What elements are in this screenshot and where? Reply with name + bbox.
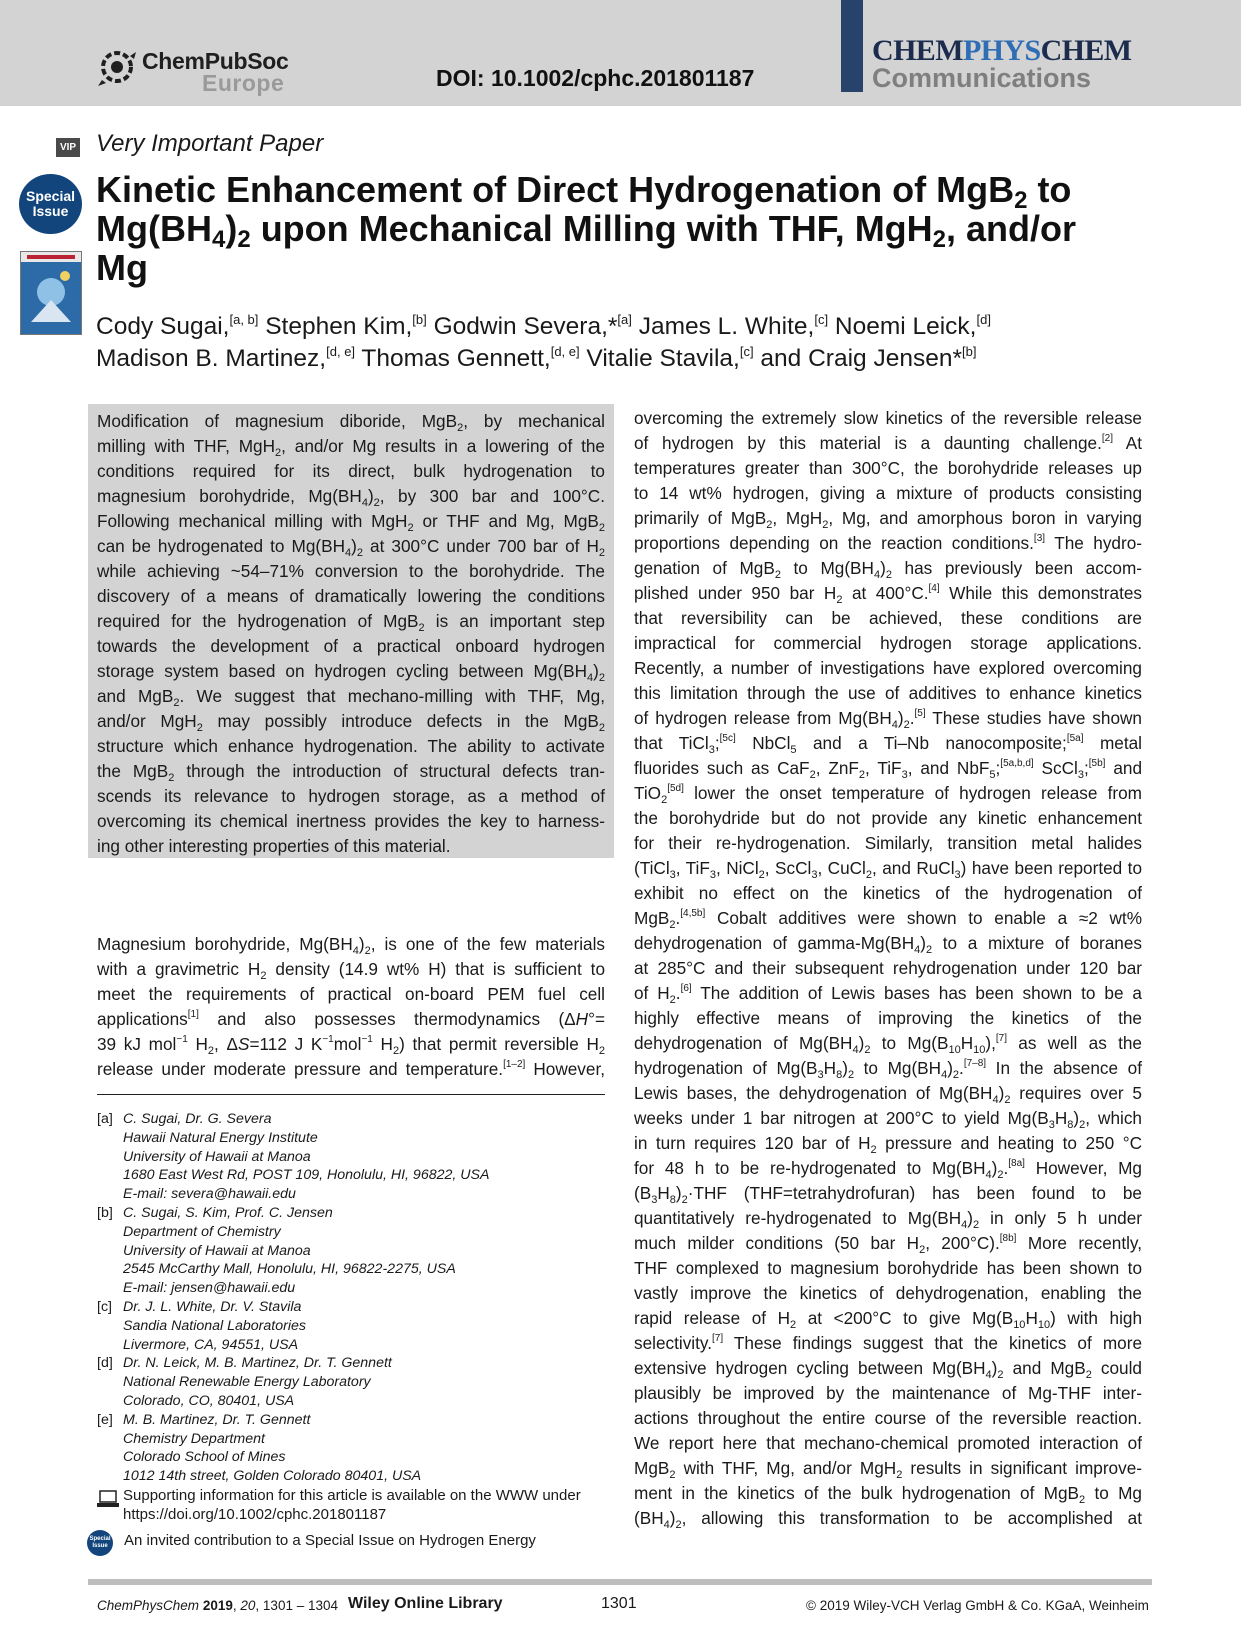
affiliations-divider — [97, 1094, 605, 1095]
right-line: this limitation through the use of additives to enhance kinetics — [634, 683, 1142, 703]
right-line: for their re-hydrogenation. Similarly, transition metal halides — [634, 833, 1142, 853]
author-name: Stephen Kim, — [258, 313, 413, 340]
page-number: 1301 — [601, 1595, 637, 1612]
affiliation-line: Dr. N. Leick, M. B. Martinez, Dr. T. Gennett — [123, 1355, 392, 1372]
abstract-line: conditions required for its direct, bulk hydrogenation to — [97, 461, 605, 481]
footer-volume: 20 — [240, 1598, 256, 1613]
special-badge-line2: Issue — [32, 203, 69, 219]
right-line: plausibly be improved by the maintenance of Mg-THF inter- — [634, 1383, 1142, 1403]
abstract-line: and/or MgH$_2$ may possibly introduce defects in the MgB$_2$ — [97, 711, 605, 734]
right-line: Recently, a number of investigations have explored overcoming — [634, 658, 1142, 678]
journal-section: Communications — [872, 63, 1092, 93]
abstract-line: scends its relevance to hydrogen storage, as a method of — [97, 786, 605, 806]
author-affiliation-marker: [c] — [739, 344, 754, 359]
right-line: exhibit no effect on the kinetics of the hydrogenation of — [634, 883, 1142, 903]
author-name: Noemi Leick, — [828, 313, 977, 340]
right-line: of hydrogen release from $Mg(BH_4)_2.[5]$ These studies have shown — [634, 708, 1142, 731]
title-segment: ) — [225, 208, 238, 249]
affiliation-email[interactable]: E-mail: jensen@hawaii.edu — [123, 1280, 296, 1297]
author-list — [96, 311, 1156, 375]
supporting-info-link[interactable]: https://doi.org/10.1002/cphc.201801187 — [123, 1506, 387, 1523]
intro-line: 39 kJ mol$^{-1}$ $H_2$, ΔS=112 J $K^{-1}mol^{-1}$ $H_2$) that permit reversible $H_2$ — [97, 1034, 605, 1057]
author-affiliation-marker: [c] — [814, 312, 829, 327]
right-line: dehydrogenation of gamma-$Mg(BH_4)_2$ to a mixture of boranes — [634, 933, 1142, 956]
abstract-line: and MgB$_2$. We suggest that mechano-milling with THF, Mg, — [97, 686, 605, 709]
intro-line: applications[1] and also possesses thermodynamics (ΔH°= — [97, 1009, 605, 1029]
supporting-info-text: Supporting information for this article is available on the WWW under — [123, 1487, 581, 1504]
footer-year: 2019 — [202, 1598, 233, 1613]
invited-badge-line2: Issue — [92, 1543, 108, 1549]
footer-citation: ChemPhysChem 2019, 20, 1301 – 1304 — [97, 1598, 338, 1613]
abstract-line: overcoming its chemical inertness provides the key to harness- — [97, 811, 605, 831]
affiliation-line: Chemistry Department — [123, 1430, 265, 1447]
abstract-line: required for the hydrogenation of MgB$_2$ is an important step — [97, 611, 605, 634]
right-line: in turn requires 120 bar of $H_2$ pressure and heating to 250 °C — [634, 1133, 1142, 1156]
right-line: dehydrogenation of $Mg(BH_4)_2$ to $Mg(B_{10}H_{10}),[7]$ as well as the — [634, 1033, 1142, 1056]
right-line: of hydrogen by this material is a daunting challenge.[2] At — [634, 433, 1142, 453]
invited-contribution-text: An invited contribution to a Special Issue on Hydrogen Energy — [124, 1532, 536, 1549]
right-line: highly effective means of improving the kinetics of the — [634, 1008, 1142, 1028]
title-segment: 4 — [211, 226, 226, 253]
right-line: weeks under 1 bar nitrogen at 200°C to yield $Mg(B_3H_8)_2$, which — [634, 1108, 1142, 1131]
article-kicker: Very Important Paper — [96, 130, 324, 157]
title-segment: upon Mechanical Milling with THF, MgH — [250, 208, 933, 249]
right-line: quantitatively re-hydrogenated to $Mg(BH_4)_2$ in only 5 h under — [634, 1208, 1142, 1231]
affiliation-line: University of Hawaii at Manoa — [123, 1242, 311, 1259]
author-affiliation-marker: [d, e] — [550, 344, 580, 359]
affiliation-tag: [a] — [97, 1111, 113, 1127]
title-segment: Mg — [96, 247, 148, 288]
right-line: MgB$_2$ with THF, Mg, and/or MgH$_2$ results in significant improve- — [634, 1458, 1142, 1481]
author-affiliation-marker: [b] — [962, 344, 977, 359]
affiliation-tag: [b] — [97, 1204, 113, 1221]
publisher-name: ChemPubSoc — [142, 48, 289, 74]
author-name: Thomas Gennett, — [355, 345, 551, 372]
title-segment: to — [1027, 169, 1072, 210]
affiliation-line: University of Hawaii at Manoa — [123, 1148, 311, 1165]
right-line: extensive hydrogen cycling between $Mg(BH_4)_2$ and MgB$_2$ could — [634, 1358, 1142, 1381]
title-line-1 — [96, 169, 1146, 214]
affiliation-line: C. Sugai, S. Kim, Prof. C. Jensen — [123, 1204, 333, 1221]
abstract-line: Modification of magnesium diboride, MgB$_2$, by mechanical — [97, 411, 605, 434]
title-segment: Mg(BH — [96, 208, 212, 249]
author-affiliation-marker: [b] — [412, 312, 427, 327]
affiliation-line: Dr. J. L. White, Dr. V. Stavila — [123, 1298, 302, 1315]
affiliations — [97, 1110, 617, 1486]
right-line: the borohydride but do not provide any kinetic enhancement — [634, 808, 1142, 828]
right-line: impractical for commercial hydrogen storage applications. — [634, 633, 1142, 653]
affiliation-line: National Renewable Energy Laboratory — [123, 1374, 371, 1391]
abstract-line: storage system based on hydrogen cycling between $Mg(BH_4)_2$ — [97, 661, 605, 684]
affiliation-line: 1680 East West Rd, POST 109, Honolulu, HI, 96822, USA — [123, 1167, 490, 1184]
affiliation-item — [97, 1354, 617, 1410]
right-line: of $H_2.[6]$ The addition of Lewis bases has been shown to be a — [634, 983, 1142, 1006]
chempubsoc-logo-icon — [96, 46, 138, 88]
copyright-notice: © 2019 Wiley-VCH Verlag GmbH & Co. KGaA, Weinheim — [806, 1598, 1149, 1613]
affiliation-line: Colorado, CO, 80401, USA — [123, 1392, 295, 1409]
abstract-line: the MgB$_2$ through the introduction of structural defects tran- — [97, 761, 605, 784]
affiliation-email[interactable]: E-mail: severa@hawaii.edu — [123, 1186, 296, 1203]
article-title — [96, 170, 1146, 287]
title-segment: 2 — [1014, 187, 1028, 214]
title-line-2 — [96, 208, 1146, 253]
affiliation-item — [97, 1298, 617, 1354]
title-segment: , and/or — [946, 208, 1077, 249]
right-line: (TiCl$_3$, TiF$_3$, NiCl$_2$, ScCl$_3$, CuCl$_2$, and RuCl$_3$) have been reported to — [634, 858, 1142, 881]
publisher-region: Europe — [202, 70, 285, 96]
title-line-3 — [96, 248, 1146, 287]
author-affiliation-marker: [d, e] — [326, 344, 356, 359]
affiliation-tag: [c] — [97, 1298, 112, 1315]
abstract-line: towards the development of a practical onboard hydrogen — [97, 636, 605, 656]
journal-name-middle: PHYS — [962, 34, 1041, 67]
journal-accent-bar — [841, 0, 863, 92]
author-name: Vitalie Stavila, — [579, 345, 740, 372]
author-name: and Craig Jensen* — [753, 345, 962, 372]
right-line: much milder conditions (50 bar $H_2$, 200°C).[8b] More recently, — [634, 1233, 1142, 1256]
author-line-2 — [96, 343, 1156, 375]
special-badge-line1: Special — [25, 188, 76, 204]
author-name: Madison B. Martinez, — [96, 345, 327, 372]
right-line: rapid release of $H_2$ at <200°C to give $Mg(B_{10}H_{10})$ with high — [634, 1308, 1142, 1331]
right-line: selectivity.[7] These findings suggest that the kinetics of more — [634, 1333, 1142, 1353]
author-name: Cody Sugai, — [96, 313, 230, 340]
abstract-line: milling with THF, MgH$_2$, and/or Mg results in a lowering of the — [97, 436, 605, 459]
intro-line: release under moderate pressure and temperature.[1–2] However, — [97, 1059, 605, 1079]
right-line: ment in the kinetics of the bulk hydrogenation of MgB$_2$ to Mg — [634, 1483, 1142, 1506]
right-line: for 48 h to be re-hydrogenated to $Mg(BH_4)_2.[8a]$ However, Mg — [634, 1158, 1142, 1181]
author-affiliation-marker: [a, b] — [229, 312, 259, 327]
affiliation-line: Livermore, CA, 94551, USA — [123, 1336, 299, 1353]
right-line: $(BH_4)_2$, allowing this transformation to be accomplished at — [634, 1508, 1142, 1531]
intro-line: Magnesium borohydride, $Mg(BH_4)_2$, is one of the few materials — [97, 934, 605, 957]
affiliation-line: 2545 McCarthy Mall, Honolulu, HI, 96822-2275, USA — [123, 1261, 456, 1278]
footer-journal-name: ChemPhysChem — [97, 1598, 200, 1613]
journal-cover-thumbnail[interactable] — [20, 251, 82, 335]
right-line: We report here that mechano-chemical promoted interaction of — [634, 1433, 1142, 1453]
right-line: at 285°C and their subsequent rehydrogenation under 120 bar — [634, 958, 1142, 978]
abstract-line: magnesium borohydride, $Mg(BH_4)_2$, by 300 bar and 100°C. — [97, 486, 605, 509]
right-line: temperatures greater than 300°C, the borohydride releases up — [634, 458, 1142, 478]
right-line: that reversibility can be achieved, these conditions are — [634, 608, 1142, 628]
right-line: THF complexed to magnesium borohydride has been shown to — [634, 1258, 1142, 1278]
right-line: fluorides such as CaF$_2$, ZnF$_2$, TiF$_3$, and NbF$_5$;[5a,b,d] ScCl$_3$;[5b] and — [634, 758, 1142, 781]
wiley-online-library-link[interactable]: Wiley Online Library — [348, 1595, 503, 1612]
affiliation-line: Department of Chemistry — [123, 1223, 281, 1240]
right-line: TiO$_2$[5d] lower the onset temperature of hydrogen release from — [634, 783, 1142, 806]
abstract-line: can be hydrogenated to $Mg(BH_4)_2$ at 300°C under 700 bar of $H_2$ — [97, 536, 605, 559]
affiliation-item — [97, 1411, 617, 1486]
title-segment: 2 — [237, 226, 251, 253]
intro-line: with a gravimetric $H_2$ density (14.9 wt% H) that is sufficient to — [97, 959, 605, 982]
right-line: that TiCl$_3$;[5c] NbCl$_5$ and a Ti–Nb nanocomposite;[5a] metal — [634, 733, 1142, 756]
affiliation-line: Colorado School of Mines — [123, 1449, 286, 1466]
computer-icon — [97, 1490, 119, 1508]
footer-pages: 1301 – 1304 — [262, 1598, 338, 1613]
right-line: actions throughout the entire course of the reversible reaction. — [634, 1408, 1142, 1428]
affiliation-tag: [d] — [97, 1355, 113, 1372]
right-line: Lewis bases, the dehydrogenation of $Mg(BH_4)_2$ requires over 5 — [634, 1083, 1142, 1106]
abstract-line: discovery of a means of dramatically lowering the conditions — [97, 586, 605, 606]
affiliation-item — [97, 1204, 617, 1298]
affiliation-tag: [e] — [97, 1411, 113, 1428]
right-line: $(B_3H_8)_2\cdot THF$ (THF=tetrahydrofuran) has been found to be — [634, 1183, 1142, 1206]
author-name: Godwin Severa,* — [426, 313, 618, 340]
affiliation-item — [97, 1110, 617, 1204]
special-issue-badge[interactable] — [19, 174, 82, 234]
intro-line: meet the requirements of practical on-board PEM fuel cell — [97, 984, 605, 1004]
title-segment: Kinetic Enhancement of Direct Hydrogenation of MgB — [96, 169, 1015, 210]
affiliation-line: 1012 14th street, Golden Colorado 80401, USA — [123, 1468, 422, 1485]
abstract-line: Following mechanical milling with MgH$_2$ or THF and Mg, MgB$_2$ — [97, 511, 605, 534]
right-line: vastly improve the kinetics of dehydrogenation, enabling the — [634, 1283, 1142, 1303]
publisher-logo[interactable] — [96, 44, 296, 96]
footer-rule — [88, 1579, 1152, 1585]
author-affiliation-marker: [a] — [617, 312, 632, 327]
affiliation-line: Sandia National Laboratories — [123, 1317, 306, 1334]
abstract-line: ing other interesting properties of this material. — [97, 836, 451, 856]
affiliation-line: M. B. Martinez, Dr. T. Gennett — [123, 1411, 311, 1428]
right-line: genation of MgB$_2$ to $Mg(BH_4)_2$ has previously been accom- — [634, 558, 1142, 581]
cover-art-icon — [21, 252, 81, 334]
journal-name-suffix: CHEM — [1040, 34, 1132, 67]
author-name: James L. White, — [631, 313, 815, 340]
author-line-1 — [96, 311, 1156, 343]
vip-badge: VIP — [56, 138, 80, 157]
right-line: plished under 950 bar $H_2$ at 400°C.[4] While this demonstrates — [634, 583, 1142, 606]
special-issue-small-badge — [87, 1530, 113, 1556]
introduction-left-column — [97, 932, 605, 1082]
affiliation-line: Hawaii Natural Energy Institute — [123, 1129, 318, 1146]
doi-link[interactable]: DOI: 10.1002/cphc.201801187 — [436, 65, 755, 91]
right-line: hydrogenation of $Mg(B_3H_8)_2$ to $Mg(BH_4)_2.[7-8]$ In the absence of — [634, 1058, 1142, 1081]
invited-badge-line1: Special — [89, 1536, 111, 1542]
right-line: primarily of MgB$_2$, MgH$_2$, Mg, and amorphous boron in varying — [634, 508, 1142, 531]
abstract — [97, 409, 605, 859]
abstract-line: while achieving ~54–71% conversion to the borohydride. The — [97, 561, 605, 581]
affiliation-line: C. Sugai, Dr. G. Severa — [123, 1111, 272, 1127]
title-segment: 2 — [932, 226, 947, 253]
body-right-column — [634, 406, 1142, 1531]
right-line: MgB$_2$.[4,5b] Cobalt additives were shown to enable a ≈2 wt% — [634, 908, 1142, 931]
abstract-line: structure which enhance hydrogenation. The ability to activate — [97, 736, 605, 756]
journal-name-prefix: CHEM — [872, 34, 963, 67]
right-line: to 14 wt% hydrogen, giving a mixture of products consisting — [634, 483, 1142, 503]
right-line: proportions depending on the reaction conditions.[3] The hydro- — [634, 533, 1142, 553]
author-affiliation-marker: [d] — [976, 312, 991, 327]
right-line: overcoming the extremely slow kinetics of the reversible release — [634, 408, 1142, 428]
